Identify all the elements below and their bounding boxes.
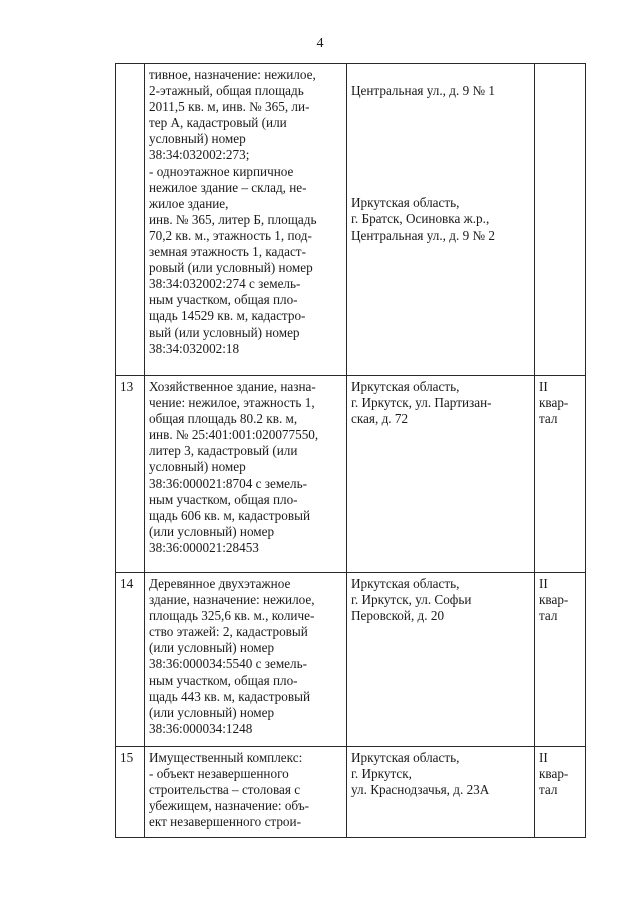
table-row xyxy=(116,64,586,376)
term-cell: II квар- тал xyxy=(535,376,586,573)
page-number: 4 xyxy=(316,36,324,51)
property-address: Иркутская область, г. Иркутск, ул. Партизан- ская, д. 72 xyxy=(347,376,535,573)
property-description: Имущественный комплекс: - объект незавершенного строительства – столовая с убежищем, назначение: объ- ект незавершенного строи- xyxy=(145,747,347,838)
term-cell: II квар- тал xyxy=(535,573,586,747)
property-table xyxy=(115,63,586,838)
term-cell xyxy=(535,64,586,376)
term-cell: II квар- тал xyxy=(535,747,586,838)
row-number: 14 xyxy=(116,573,145,747)
property-description: Деревянное двухэтажное здание, назначение: нежилое, площадь 325,6 кв. м., количе- ство этажей: 2, кадастровый (или условный) номер 38:36:000034:5540 с земель- ным участком, общая пло- щадь 443 кв. м, кадастровый (или условный) номер 38:36:000034:1248 xyxy=(145,573,347,747)
property-address xyxy=(347,64,535,376)
row-number xyxy=(116,64,145,376)
table-row xyxy=(116,376,586,573)
property-description: Хозяйственное здание, назна- чение: нежилое, этажность 1, общая площадь 80.2 кв. м, инв. № 25:401:001:020077550, литер 3, кадастровый (или условный) номер 38:36:000021:8704 с земель- ным участком, общая пло- щадь 606 кв. м, кадастровый (или условный) номер 38:36:000021:28453 xyxy=(145,376,347,573)
address-line: Центральная ул., д. 9 № 1 xyxy=(351,83,495,99)
property-description: тивное, назначение: нежилое, 2-этажный, общая площадь 2011,5 кв. м, инв. № 365, ли- тер А, кадастровый (или условный) номер 38:34:032002:273; - одноэтажное кирпичное нежилое здание – склад, не- жилое здание, инв. № 365, литер Б, площадь 70,2 кв. м., этажность 1, под- земная этажность 1, кадаст- ровый (или условный) номер 38:34:032002:274 с земель- ным участком, общая пло- щадь 14529 кв. м, кадастро- вый (или условный) номер 38:34:032002:18 xyxy=(145,64,347,376)
table-row xyxy=(116,573,586,747)
table-row xyxy=(116,747,586,838)
row-number: 13 xyxy=(116,376,145,573)
property-address: Иркутская область, г. Иркутск, ул. Краснодзачья, д. 23А xyxy=(347,747,535,838)
row-number: 15 xyxy=(116,747,145,838)
property-address: Иркутская область, г. Иркутск, ул. Софьи Перовской, д. 20 xyxy=(347,573,535,747)
address-line: Иркутская область, г. Братск, Осиновка ж.р., Центральная ул., д. 9 № 2 xyxy=(351,195,495,243)
